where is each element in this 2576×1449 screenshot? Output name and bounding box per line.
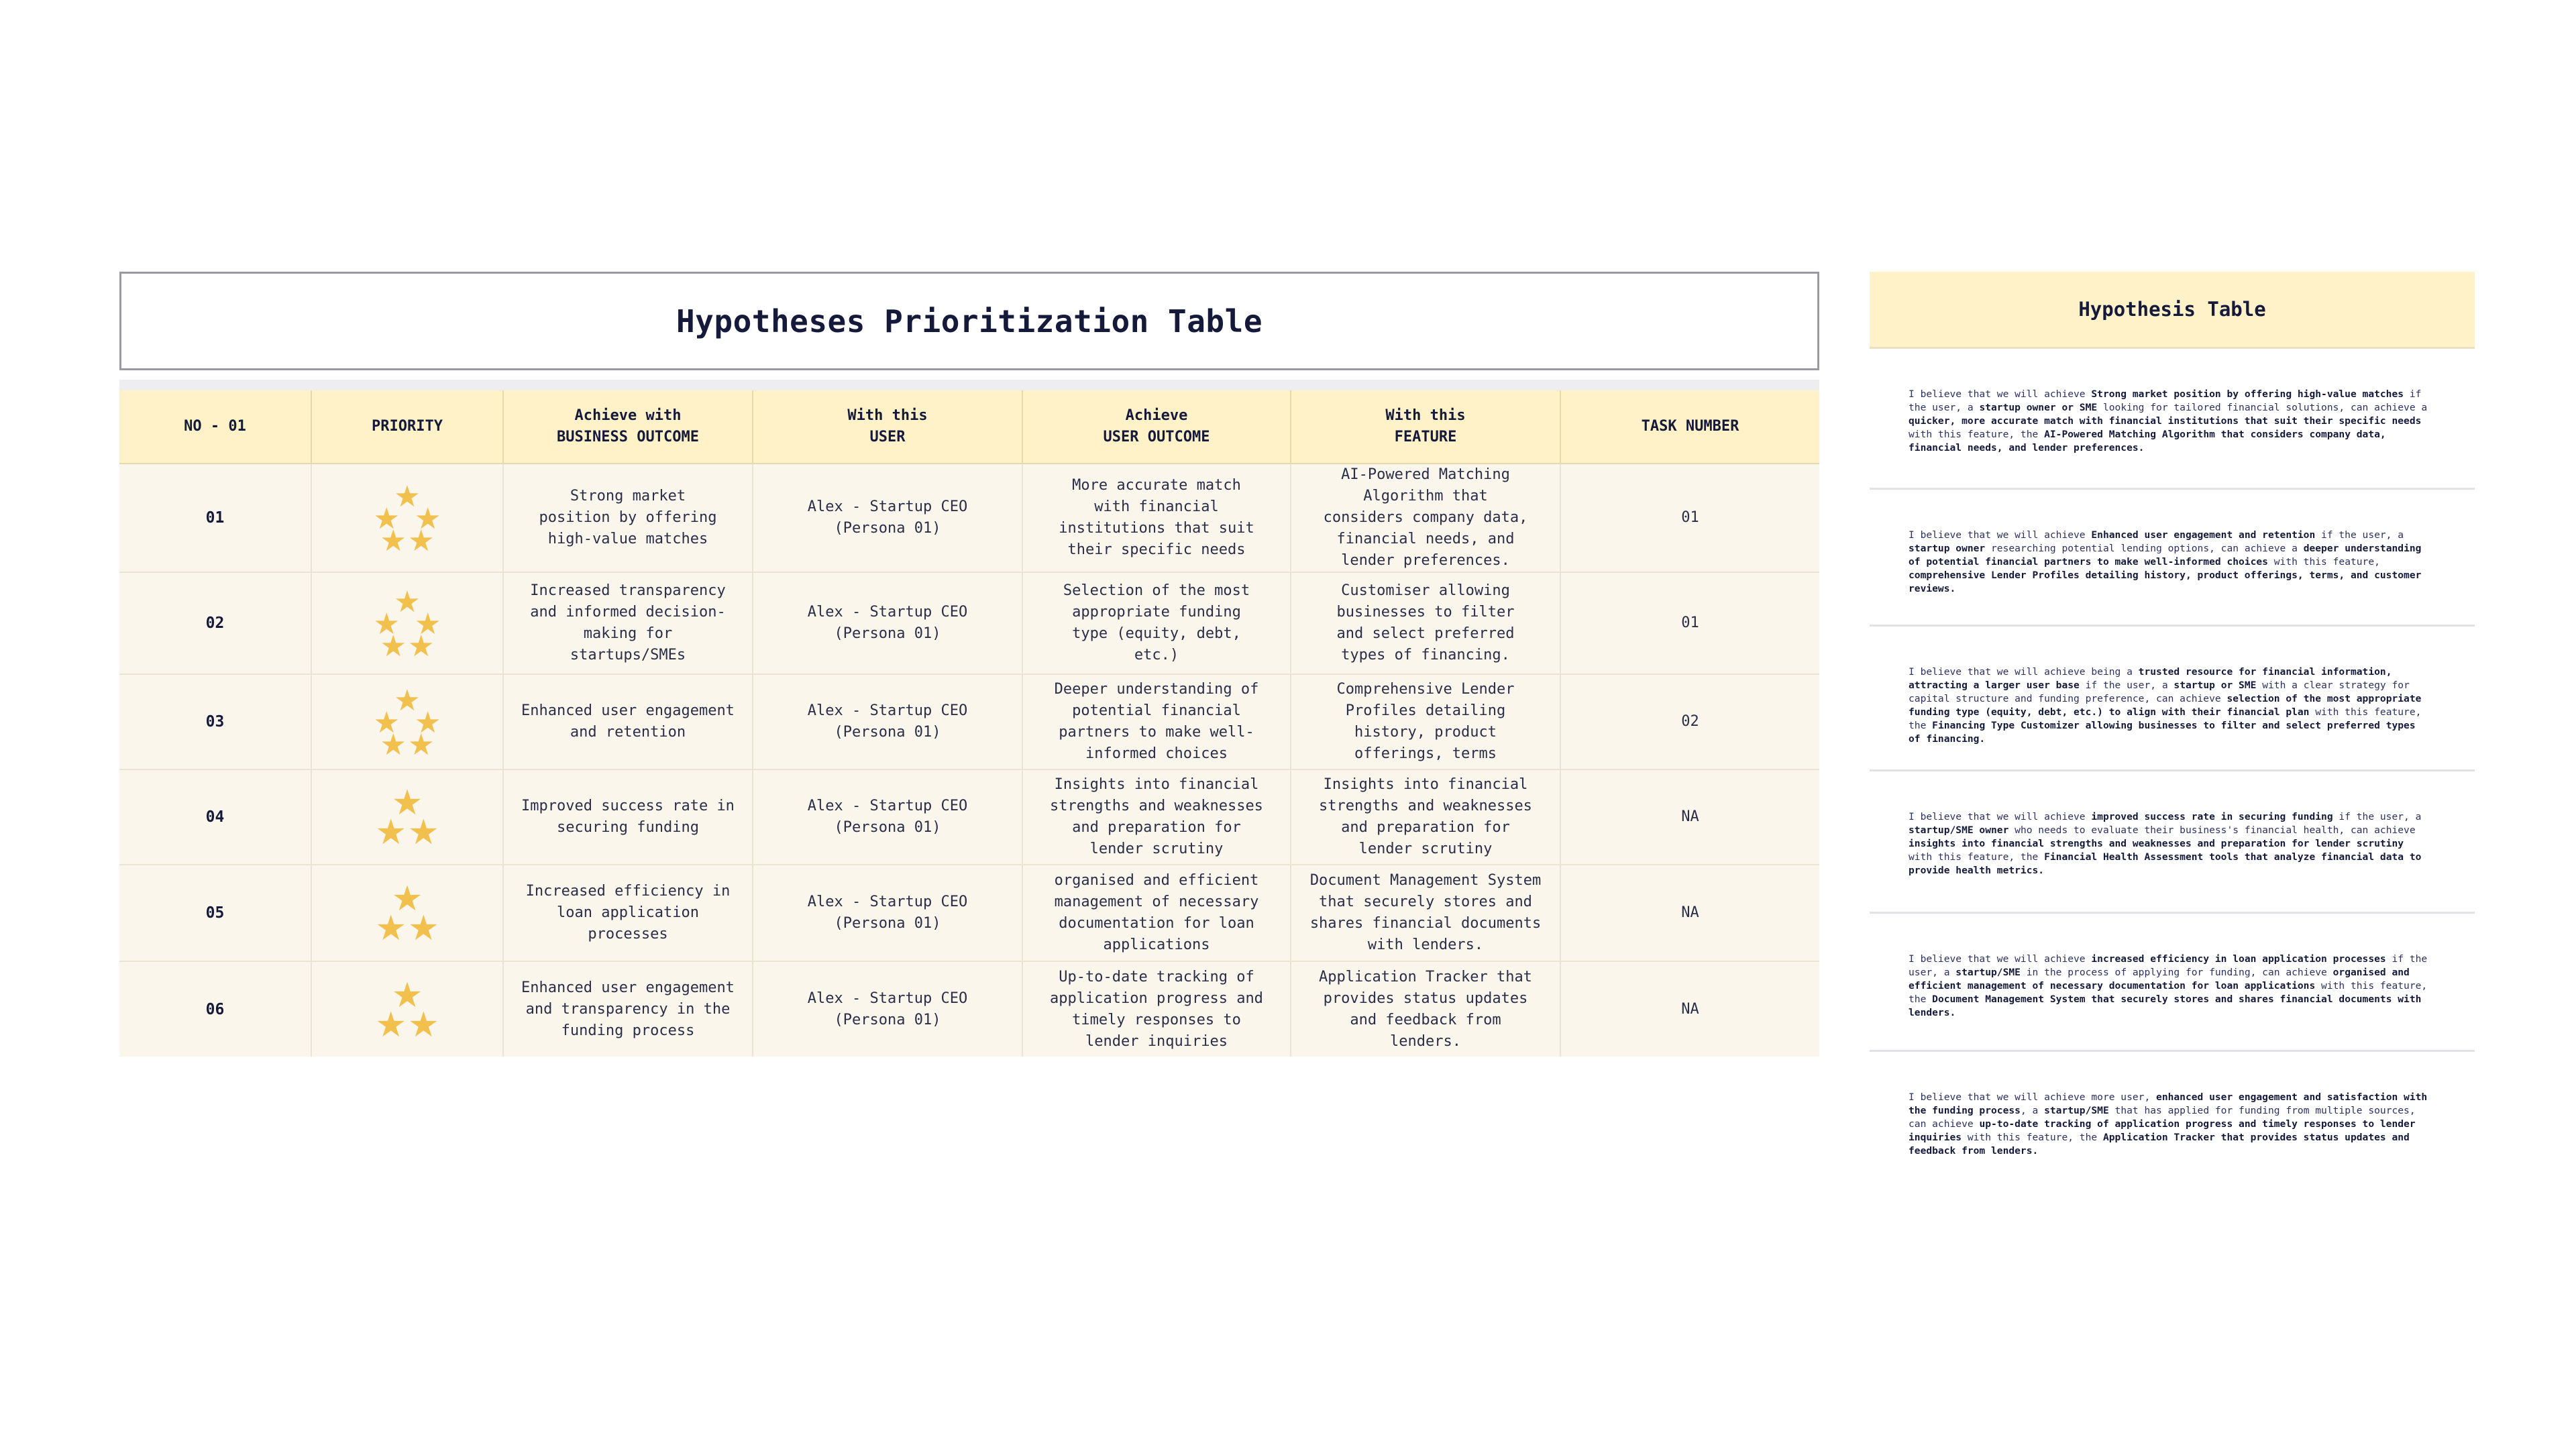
user-outcome-line: institutions that suit xyxy=(1059,520,1254,537)
hypothesis-emphasis: organised and efficient management of necessary documentation for loan applications xyxy=(1909,967,2410,991)
table-row xyxy=(119,961,1819,1057)
hypothesis-text: I believe that we will achieve more user, xyxy=(1909,1091,2157,1103)
hypothesis-emphasis: Financing Type Customizer allowing businesses to filter and select preferred types of financing. xyxy=(1909,720,2416,745)
hypothesis-emphasis: trusted resource for financial information, attracting a larger user base xyxy=(1909,666,2392,691)
user-line: Alex - Startup CEO xyxy=(807,702,968,719)
hypothesis-emphasis: startup owner xyxy=(1909,543,1986,554)
star-rating xyxy=(375,879,439,949)
hypothesis-text: that has applied for funding from multiple sources, can achieve xyxy=(1909,1105,2416,1130)
star-row xyxy=(380,629,435,663)
header-label-line: BUSINESS OUTCOME xyxy=(557,429,699,445)
feature-line: financial needs, and xyxy=(1336,531,1515,547)
star-icon: ★ xyxy=(394,584,421,619)
user-outcome-line: appropriate funding xyxy=(1072,604,1241,621)
header-user xyxy=(753,390,1022,464)
row-number: 05 xyxy=(119,865,311,961)
star-icon: ★ xyxy=(408,812,439,853)
user xyxy=(753,865,1022,961)
user-outcome-line: timely responses to xyxy=(1072,1011,1241,1028)
business-outcome-line: and informed decision- xyxy=(530,604,726,621)
user-outcome-line: lender inquiries xyxy=(1085,1032,1228,1050)
user-line: (Persona 01) xyxy=(834,915,941,932)
task-number: 01 xyxy=(1560,572,1819,674)
user-outcome-line: lender scrutiny xyxy=(1089,841,1224,857)
business-outcome-line: securing funding xyxy=(557,819,699,836)
business-outcome-line: startups/SMEs xyxy=(570,647,686,663)
feature-line: Application Tracker that xyxy=(1319,968,1532,985)
row-number: 04 xyxy=(119,769,311,865)
hypothesis-text: I believe that we will achieve xyxy=(1909,388,2092,400)
hypothesis-panel-header xyxy=(1870,272,2475,349)
user-line: Alex - Startup CEO xyxy=(807,498,968,515)
business-outcome-line: Increased transparency xyxy=(530,582,726,599)
header-feature xyxy=(1291,390,1560,464)
star-rating xyxy=(375,783,439,853)
business-outcome-line: loan application processes xyxy=(557,904,699,943)
star-rating xyxy=(373,683,441,762)
business-outcome-line: Strong market xyxy=(570,488,686,504)
star-icon: ★ xyxy=(415,705,441,740)
priority-rating xyxy=(311,769,503,865)
user-line: (Persona 01) xyxy=(834,819,941,836)
star-icon: ★ xyxy=(373,705,400,740)
hypothesis-emphasis: enhanced user engagement and satisfaction with the funding process xyxy=(1909,1091,2428,1116)
divider xyxy=(119,380,1819,390)
hypothesis-item xyxy=(1870,771,2475,914)
hypothesis-emphasis: startup/SME owner xyxy=(1909,824,2009,836)
table-row xyxy=(119,464,1819,572)
star-icon: ★ xyxy=(408,629,435,663)
business-outcome-line: Enhanced user engagement xyxy=(521,979,735,996)
user-outcome xyxy=(1022,464,1291,572)
feature-line: and select preferred xyxy=(1336,625,1515,642)
star-icon: ★ xyxy=(375,812,407,853)
feature xyxy=(1291,865,1560,961)
user-outcome-line: Insights into financial xyxy=(1054,776,1259,793)
hypothesis-text: with this feature, the xyxy=(1909,980,2428,1005)
task-number: NA xyxy=(1560,769,1819,865)
user-outcome-line: Deeper understanding of xyxy=(1054,681,1259,698)
hypothesis-text: I believe that we will achieve xyxy=(1909,529,2092,541)
hypothesis-item xyxy=(1870,1052,2475,1179)
feature-line: lender scrutiny xyxy=(1358,841,1493,857)
star-icon: ★ xyxy=(380,727,407,762)
user-outcome-line: potential financial xyxy=(1072,702,1241,719)
star-icon: ★ xyxy=(391,975,423,1016)
user-line: (Persona 01) xyxy=(834,1011,941,1028)
row-number: 06 xyxy=(119,961,311,1057)
hypothesis-text: I believe that we will achieve xyxy=(1909,953,2092,965)
user-outcome xyxy=(1022,572,1291,674)
business-outcome-line: high-value matches xyxy=(547,531,708,547)
user xyxy=(753,769,1022,865)
feature xyxy=(1291,674,1560,769)
user-outcome-line: management of necessary xyxy=(1054,894,1259,910)
table-header-row xyxy=(119,390,1819,464)
user-outcome xyxy=(1022,961,1291,1057)
hypothesis-emphasis: Enhanced user engagement and retention xyxy=(2091,529,2316,541)
row-number: 03 xyxy=(119,674,311,769)
feature-line: history, product xyxy=(1354,724,1497,741)
hypothesis-emphasis: AI-Powered Matching Algorithm that considers company data, financial needs, and lender preferences. xyxy=(1909,429,2386,453)
user-line: (Persona 01) xyxy=(834,724,941,741)
hypothesis-emphasis: increased efficiency in loan application processes xyxy=(2091,953,2386,965)
user-outcome-line: type (equity, debt, xyxy=(1072,625,1241,642)
row-number: 01 xyxy=(119,464,311,572)
business-outcome-line: Increased efficiency in xyxy=(525,883,731,900)
feature xyxy=(1291,769,1560,865)
user-outcome xyxy=(1022,865,1291,961)
star-icon: ★ xyxy=(375,908,407,949)
user-outcome-line: documentation for loan xyxy=(1059,915,1254,932)
feature-line: types of financing. xyxy=(1341,647,1510,663)
feature-line: Customiser allowing xyxy=(1341,582,1510,599)
hypothesis-emphasis: startup or SME xyxy=(2174,680,2257,691)
user-line: Alex - Startup CEO xyxy=(807,604,968,621)
hypothesis-text: who needs to evaluate their business's financial health, can achieve xyxy=(2008,824,2416,836)
hypothesis-emphasis: Document Management System that securely stores and shares financial documents with lenders. xyxy=(1909,994,2422,1018)
hypothesis-text: with this feature, xyxy=(2267,556,2380,568)
star-row xyxy=(380,523,435,558)
hypothesis-text: with this feature, the xyxy=(1909,851,2045,863)
user xyxy=(753,961,1022,1057)
business-outcome xyxy=(503,572,753,674)
hypothesis-item xyxy=(1870,914,2475,1052)
feature-line: Document Management System xyxy=(1309,872,1542,889)
hypothesis-emphasis: Application Tracker that provides status updates and feedback from lenders. xyxy=(1909,1132,2410,1157)
user-outcome-line: and preparation for xyxy=(1072,819,1241,836)
hypothesis-emphasis: Strong market position by offering high-value matches xyxy=(2091,388,2404,400)
header-label-line: Achieve with xyxy=(574,407,682,424)
feature xyxy=(1291,572,1560,674)
header-business-outcome xyxy=(503,390,753,464)
hypothesis-list xyxy=(1870,349,2475,1179)
business-outcome-line: Enhanced user engagement xyxy=(521,702,735,719)
star-rating xyxy=(373,479,441,558)
hypothesis-emphasis: startup/SME xyxy=(2044,1105,2109,1116)
star-icon: ★ xyxy=(394,479,421,514)
hypothesis-panel-title: Hypothesis Table xyxy=(2078,298,2266,321)
user-line: (Persona 01) xyxy=(834,520,941,537)
user xyxy=(753,572,1022,674)
table-body xyxy=(119,464,1819,1057)
user-outcome-line: More accurate match xyxy=(1072,477,1241,494)
business-outcome xyxy=(503,769,753,865)
hypotheses-table xyxy=(119,390,1819,1057)
hypothesis-text: researching potential lending options, can achieve a xyxy=(1985,543,2304,554)
business-outcome xyxy=(503,865,753,961)
feature-line: AI-Powered Matching xyxy=(1341,466,1510,483)
hypothesis-emphasis: improved success rate in securing funding xyxy=(2091,811,2333,822)
hypothesis-text: I believe that we will achieve being a xyxy=(1909,666,2139,678)
priority-rating xyxy=(311,865,503,961)
feature xyxy=(1291,464,1560,572)
table-row xyxy=(119,674,1819,769)
feature-line: considers company data, xyxy=(1323,509,1528,526)
hypothesis-text: with a clear strategy for capital structure and funding preference, can achieve xyxy=(1909,680,2410,704)
hypothesis-text: if the user, a xyxy=(2079,680,2174,691)
feature-line: Profiles detailing xyxy=(1345,702,1506,719)
user-outcome-line: Up-to-date tracking of xyxy=(1059,968,1254,985)
star-icon: ★ xyxy=(391,879,423,919)
business-outcome xyxy=(503,961,753,1057)
hypothesis-text: if the user, a xyxy=(1909,388,2422,413)
hypothesis-emphasis: startup owner or SME xyxy=(1979,402,2098,413)
star-icon: ★ xyxy=(380,523,407,558)
feature-line: Insights into financial xyxy=(1323,776,1528,793)
star-row xyxy=(375,1004,439,1045)
priority-rating xyxy=(311,572,503,674)
hypothesis-item xyxy=(1870,490,2475,627)
header-label-line: NO - 01 xyxy=(184,418,246,435)
star-icon: ★ xyxy=(375,1004,407,1045)
feature-line: strengths and weaknesses xyxy=(1319,798,1532,814)
task-number: NA xyxy=(1560,961,1819,1057)
header-label-line: FEATURE xyxy=(1394,429,1457,445)
feature-line: that securely stores and xyxy=(1319,894,1532,910)
star-icon: ★ xyxy=(373,606,400,641)
star-row xyxy=(375,908,439,949)
header-label-line: PRIORITY xyxy=(372,418,443,435)
user-outcome-line: their specific needs xyxy=(1067,541,1246,558)
business-outcome-line: funding process xyxy=(561,1022,695,1039)
task-number: 01 xyxy=(1560,464,1819,572)
header-label-line: Achieve xyxy=(1125,407,1188,424)
header-no xyxy=(119,390,311,464)
hypothesis-emphasis: up-to-date tracking of application progress and timely responses to lender inquiries xyxy=(1909,1118,2416,1143)
user-outcome-line: application progress and xyxy=(1050,989,1263,1007)
business-outcome xyxy=(503,674,753,769)
hypothesis-emphasis: Financial Health Assessment tools that analyze financial data to provide health metrics. xyxy=(1909,851,2422,876)
table-row xyxy=(119,769,1819,865)
hypothesis-text: I believe that we will achieve xyxy=(1909,811,2092,822)
user xyxy=(753,464,1022,572)
hypothesis-text: if the user, a xyxy=(2315,529,2404,541)
star-icon: ★ xyxy=(391,783,423,823)
table-row xyxy=(119,865,1819,961)
header-label-line: With this xyxy=(847,407,928,424)
hypothesis-emphasis: quicker, more accurate match with financial institutions that suit their specific needs xyxy=(1909,415,2422,427)
hypothesis-emphasis: insights into financial strengths and weaknesses and preparation for lender scrutiny xyxy=(1909,838,2404,849)
star-icon: ★ xyxy=(394,683,421,718)
star-row xyxy=(380,727,435,762)
header-task-number xyxy=(1560,390,1819,464)
user-outcome-line: etc.) xyxy=(1134,647,1179,663)
star-icon: ★ xyxy=(408,727,435,762)
hypothesis-panel xyxy=(1870,272,2475,1179)
hypothesis-text: , a xyxy=(2020,1105,2045,1116)
star-icon: ★ xyxy=(415,606,441,641)
business-outcome-line: Improved success rate in xyxy=(521,798,735,814)
user-outcome-line: applications xyxy=(1103,936,1210,953)
row-number: 02 xyxy=(119,572,311,674)
user-outcome-line: organised and efficient xyxy=(1054,872,1259,889)
hypothesis-text: with this feature, the xyxy=(1909,429,2045,440)
task-number: NA xyxy=(1560,865,1819,961)
table-title: Hypotheses Prioritization Table xyxy=(676,303,1263,339)
user-line: Alex - Startup CEO xyxy=(807,989,968,1007)
feature-line: and feedback from xyxy=(1350,1011,1501,1028)
table-row xyxy=(119,572,1819,674)
feature-line: with lenders. xyxy=(1367,936,1484,953)
business-outcome-line: position by offering xyxy=(539,509,717,526)
business-outcome-line: and transparency in the xyxy=(525,1000,731,1018)
feature-line: offerings, terms xyxy=(1354,745,1497,762)
hypothesis-emphasis: deeper understanding of potential financial partners to make well-informed choices xyxy=(1909,543,2422,568)
header-user-outcome xyxy=(1022,390,1291,464)
business-outcome-line: making for xyxy=(583,625,673,642)
feature-line: Comprehensive Lender xyxy=(1336,681,1515,698)
feature-line: Algorithm that xyxy=(1363,488,1488,504)
priority-rating xyxy=(311,464,503,572)
user-line: Alex - Startup CEO xyxy=(807,894,968,910)
hypothesis-emphasis: startup/SME xyxy=(1955,967,2021,978)
task-number: 02 xyxy=(1560,674,1819,769)
star-rating xyxy=(373,584,441,663)
feature-line: lender preferences. xyxy=(1341,552,1510,569)
hypothesis-emphasis: selection of the most appropriate funding type (equity, debt, etc.) to align with their financial plan xyxy=(1909,693,2422,718)
business-outcome-line: and retention xyxy=(570,724,686,741)
feature-line: and preparation for xyxy=(1341,819,1510,836)
feature-line: provides status updates xyxy=(1323,989,1528,1007)
hypothesis-text: with this feature, the xyxy=(1962,1132,2103,1143)
star-rating xyxy=(375,975,439,1045)
feature-line: lenders. xyxy=(1390,1032,1461,1050)
user-outcome-line: with financial xyxy=(1094,498,1219,515)
star-icon: ★ xyxy=(380,629,407,663)
header-label-line: TASK NUMBER xyxy=(1641,418,1739,435)
priority-rating xyxy=(311,961,503,1057)
user-outcome-line: Selection of the most xyxy=(1063,582,1250,599)
feature-line: shares financial documents xyxy=(1309,915,1542,932)
star-row xyxy=(375,812,439,853)
star-icon: ★ xyxy=(415,501,441,536)
star-icon: ★ xyxy=(408,523,435,558)
user-line: Alex - Startup CEO xyxy=(807,798,968,814)
hypothesis-item xyxy=(1870,349,2475,490)
hypothesis-text: if the user, a xyxy=(2332,811,2422,822)
feature-line: businesses to filter xyxy=(1336,604,1515,621)
user-outcome-line: strengths and weaknesses xyxy=(1050,798,1263,814)
star-icon: ★ xyxy=(408,1004,439,1045)
header-priority xyxy=(311,390,503,464)
hypothesis-text: if the user, a xyxy=(1909,953,2428,978)
hypothesis-item xyxy=(1870,627,2475,771)
hypothesis-text: in the process of applying for funding, can achieve xyxy=(2020,967,2333,978)
business-outcome xyxy=(503,464,753,572)
priority-rating xyxy=(311,674,503,769)
header-label-line: USER xyxy=(869,429,906,445)
hypothesis-text: looking for tailored financial solutions, can achieve a xyxy=(2097,402,2428,413)
user-outcome-line: partners to make well- xyxy=(1059,724,1254,741)
user-line: (Persona 01) xyxy=(834,625,941,642)
header-label-line: With this xyxy=(1385,407,1466,424)
hypothesis-text: with this feature, the xyxy=(1909,706,2422,731)
table-title-box xyxy=(119,272,1819,370)
user-outcome-line: informed choices xyxy=(1085,745,1228,762)
user-outcome xyxy=(1022,769,1291,865)
star-icon: ★ xyxy=(408,908,439,949)
header-label-line: USER OUTCOME xyxy=(1103,429,1210,445)
user xyxy=(753,674,1022,769)
star-icon: ★ xyxy=(373,501,400,536)
user-outcome xyxy=(1022,674,1291,769)
feature xyxy=(1291,961,1560,1057)
hypothesis-emphasis: comprehensive Lender Profiles detailing history, product offerings, terms, and customer reviews. xyxy=(1909,570,2422,594)
